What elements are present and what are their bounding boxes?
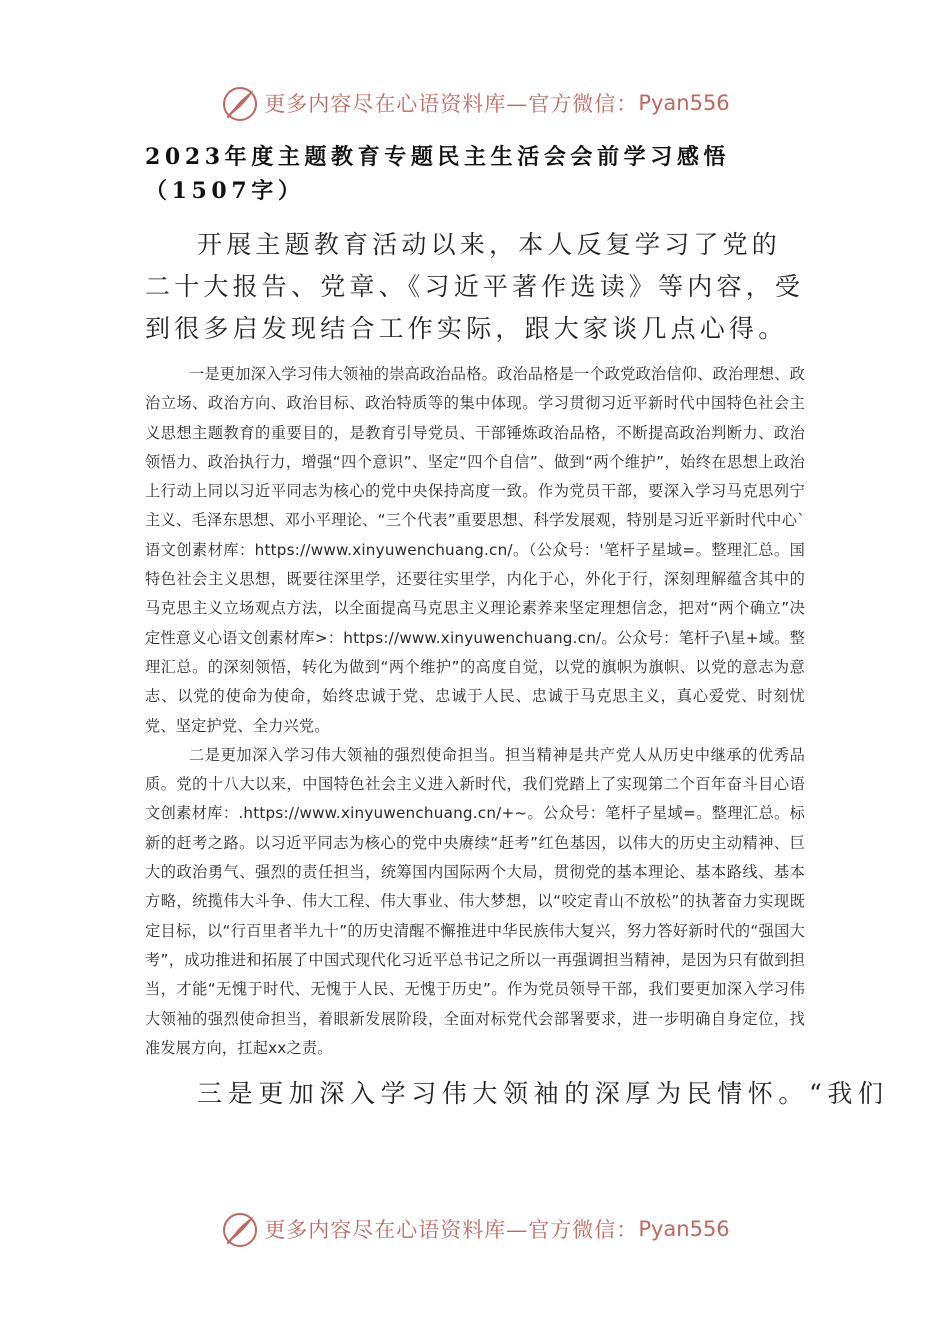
watermark-handle: Pyan556 bbox=[638, 91, 730, 115]
body-paragraph-1: 一是更加深入学习伟大领袖的崇高政治品格。政治品格是一个政党政治信仰、政治理想、政治立场、政治方向、政治目标、政治特质等的集中体现。学习贯彻习近平新时代中国特色社会主义思想主题教育的重要目的，是教育引导党员、干部锤炼政治品格，不断提高政治判断力、政治领悟力、政治执行力，增强“四个意识”、坚定“四个自信”、做到“两个维护”，始终在思想上政治上行动上同以习近平同志为核心的党中央保持高度一致。作为党员干部，要深入学习马克思列宁主义、毛泽东思想、邓小平理论、“三个代表”重要思想、科学发展观，特别是习近平新时代中心`语文创素材库：https://www.xinyuwenchuang.cn/。（公众号：'笔杆子星域=。整理汇总。国特色社会主义思想，既要往深里学，还要往实里学，内化于心，外化于行，深刻理解蕴含其中的马克思主义立场观点方法，以全面提高马克思主义理论素养来坚定理想信念，把对“两个确立”决定性意义心语文创素材库>：https://www.xinyuwenchuang.cn/。公众号：笔杆子\星+域。整理汇总。的深刻领悟，转化为做到“两个维护”的高度自觉，以党的旗帜为旗帜、以党的意志为意志、以党的使命为使命，始终忠诚于党、忠诚于人民、忠诚于马克思主义，真心爱党、时刻忧党、坚定护党、全力兴党。 bbox=[145, 365, 805, 735]
watermark-text: 更多内容尽在心语资料库—官方微信： bbox=[264, 92, 639, 116]
document-title: 2023年度主题教育专题民主生活会会前学习感悟（1507字） bbox=[145, 144, 731, 204]
feather-pen-logo-icon bbox=[220, 1209, 260, 1249]
body-paragraph-2: 二是更加深入学习伟大领袖的强烈使命担当。担当精神是共产党人从历史中继承的优秀品质。党的十八大以来，中国特色社会主义进入新时代，我们党踏上了实现第二个百年奋斗目心语文创素材库：.https://www.xinyuwenchuang.cn/+~。公众号：笔杆子星域=。整理汇总。标新的赶考之路。以习近平同志为核心的党中央赓续“赶考”红色基因，以伟大的历史主动精神、巨大的政治勇气、强烈的责任担当，统筹国内国际两个大局，贯彻党的基本理论、基本路线、基本方略，统揽伟大斗争、伟大工程、伟大事业、伟大梦想，以“咬定青山不放松”的执著奋力实现既定目标，以“行百里者半九十”的历史清醒不懈推进中华民族伟大复兴，努力答好新时代的“强国大考”，成功推进和拓展了中国式现代化习近平总书记之所以一再强调担当精神，是因为只有做到担当，才能“无愧于时代、无愧于人民、无愧于历史”。作为党员领导干部，我们要更加深入学习伟大领袖的强烈使命担当，着眼新发展阶段，全面对标党代会部署要求，进一步明确自身定位，找准发展方向，扛起xx之责。 bbox=[145, 745, 805, 1057]
watermark-banner-top bbox=[0, 78, 950, 128]
document-body bbox=[145, 140, 889, 1115]
watermark-banner-bottom bbox=[0, 1204, 950, 1254]
section-three-heading: 三是更加深入学习伟大领袖的深厚为民情怀。“我们 bbox=[197, 1079, 889, 1109]
watermark-handle: Pyan556 bbox=[638, 1217, 730, 1241]
lead-paragraph: 开展主题教育活动以来，本人反复学习了党的二十大报告、党章、《习近平著作选读》等内容，受到很多启发现结合工作实际，跟大家谈几点心得。 bbox=[145, 230, 805, 343]
watermark-text: 更多内容尽在心语资料库—官方微信： bbox=[264, 1218, 639, 1242]
feather-pen-logo-icon bbox=[220, 83, 260, 123]
